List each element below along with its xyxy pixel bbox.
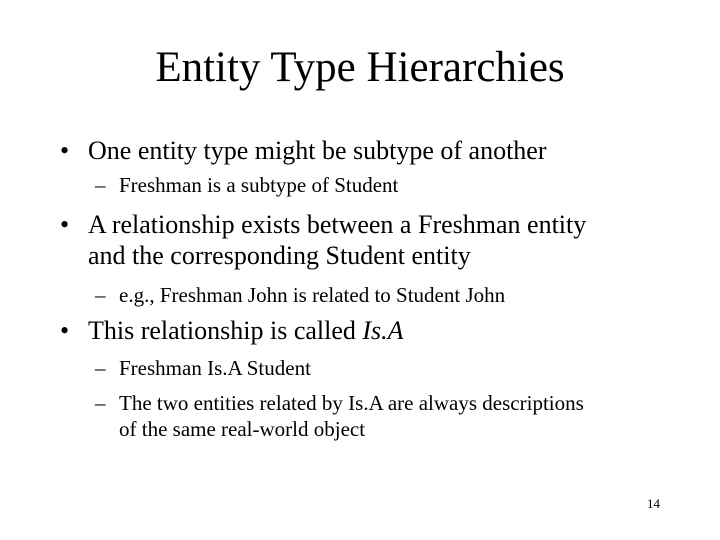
text-segment: and the corresponding (88, 241, 326, 270)
text-segment: entity (405, 241, 471, 270)
sub-bullet-marker: – (95, 356, 106, 380)
term-isa: Is.A (362, 316, 404, 345)
bullet-text (88, 135, 688, 166)
term-freshman: Freshman (417, 210, 521, 239)
sub-bullet-marker: – (95, 391, 106, 415)
bullet-text (88, 315, 688, 346)
sub-bullet-line-1: The two entities related by Is.A are always descriptions (119, 391, 584, 415)
sub-bullet-text (119, 355, 679, 381)
sub-bullet-text (119, 172, 679, 198)
bullet-marker: • (60, 136, 70, 165)
bullet-line-1 (88, 209, 688, 240)
sub-bullet-line-2: of the same real-world object (119, 417, 366, 441)
text-segment: This relationship is called (88, 316, 363, 345)
text-segment: entity (520, 210, 587, 239)
sub-bullet-line: e.g., Freshman John is related to Student John (119, 283, 506, 307)
term-student: Student (325, 241, 405, 270)
sub-bullet-line: Freshman Is.A Student (119, 356, 311, 380)
sub-bullet-text (119, 282, 679, 308)
page-number: 14 (647, 496, 660, 511)
bullet-marker: • (60, 316, 70, 345)
sub-bullet-marker: – (95, 283, 106, 307)
bullet-text (88, 209, 688, 271)
slide-title: Entity Type Hierarchies (155, 44, 565, 91)
bullet-marker: • (60, 210, 70, 239)
bullet-line: One entity type might be subtype of another (88, 136, 547, 165)
sub-bullet-marker: – (95, 173, 106, 197)
bullet-line-2 (88, 240, 688, 271)
sub-bullet-text (119, 390, 679, 442)
sub-bullet-line: Freshman is a subtype of Student (119, 173, 399, 197)
bullet-line (88, 315, 688, 346)
text-segment: A relationship exists between a (88, 210, 418, 239)
